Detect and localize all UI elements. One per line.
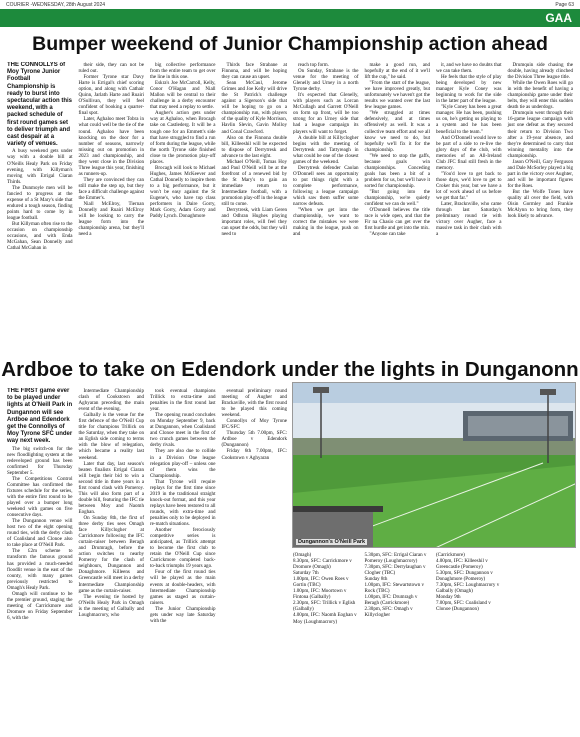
paragraph: Drumquin went through their 16-game league campaign with just one defeat as they secured their return to Division Two after a 19-year absence, and they're determined to carry that winning mentality into the championship.: [507, 110, 573, 159]
paragraph: The opening round concludes on Monday September 9, back at Dungannon, when Coalisland and Clonoe meet in the first of two crunch games between the derby rivals.: [150, 412, 216, 449]
paragraph: took eventual champions Trillick to extra-time and penalties in the first round last year.: [150, 388, 216, 413]
paragraph: "You'd love to get back to those days, we'd love to get to Croker this year, but we have a lot of work ahead of us before we get that far.": [436, 170, 502, 202]
paragraph: 5.30pm, SFC: Dungannon v Donaghmore (Pomeroy): [436, 570, 493, 583]
paragraph: That Tyrone will require replays for the first time since 2019 in the traditional straight knock-out format, and this year replays have been restored to all rounds, with extra-time and penalties only to be deployed in re-match situations.: [150, 478, 216, 528]
paragraph: 1.00pm, IFC: Moortown v Fintona (Galbally): [293, 588, 347, 601]
paragraph: The big switch-on for the new floodlighting system at the redeveloped ground has been confirmed for Thursday September 5.: [7, 445, 73, 476]
paragraph: Intermediate Championship clash of Cookstown and Aghyaran preceding the main event of the evening.: [78, 388, 144, 413]
paragraph: Jason O'Neill, Gary Ferguson and Dale McSorley played a big part in the victory over Aughter, and will be important figures for the Roes.: [507, 158, 573, 189]
paragraph: Niall McElroy, Tiernan Donnelly and Ruairi McElroy will be looking to carry the league form into the championship arena, but they'll need a: [78, 201, 144, 238]
paragraph: Connollys of Moy Tyrone IFC/SFC: [221, 418, 287, 431]
paragraph: Augher's action gets under way at Aghaloo, when Brocagh take on Castlederg. It will be a tough one for an Emmett's side that have struggled to find a run of form during the league, while the north Tyrone side finished close to the promotion play-off places.: [150, 110, 216, 165]
paragraph: A double bill at Killyclogher begins with the meeting of Derrytresk and Tattyreagh in what could be one of the closest games of the weekend.: [293, 134, 359, 165]
paragraph: "Kyle Coney has been a great manager. He has been, pushing us on, he's getting us playing to a system and he has been beneficial to the team.": [436, 104, 502, 135]
text-column: [76, 388, 148, 733]
text-column: [290, 552, 362, 734]
article1-body: [4, 62, 576, 352]
text-column: [147, 62, 219, 352]
paragraph: 1.00pm, IFC: Drumragh v Beragh (Carrickmore): [364, 594, 418, 607]
paragraph: THE FIRST game ever to be played under lights at O'Neill Park in Dungannon will see Ardboe and Edendork get the Connollys of Moy Tyrone SFC under way next week.: [7, 388, 73, 445]
paragraph: Thirds face Strabane at Finnona, and will be hoping they can cause an upset.: [221, 62, 287, 81]
paragraph: eventual preliminary round meeting of Augher and Brackaville, with the first round to be played this coming weekend.: [221, 388, 287, 419]
paragraph: "From the start of the league, we have improved greatly, but unfortunately we haven't got the results we wanted over the last few league games.: [364, 80, 430, 111]
paragraph: The Competitions Control Committee has confirmed the fixtures schedule for the series, with the entire first round to be played over a bumper long weekend with games on five consecutive days.: [7, 475, 73, 519]
stadium-illustration: [293, 383, 576, 548]
paragraph: But Killyman often rise to the occasion on championship occasions, and with Enda McGahan, Sean Donnelly and Cathal McGahan in: [7, 221, 73, 252]
text-column: [362, 552, 434, 734]
paragraph: 7.30pm, SFC: Loughmacrory v Galbally (Omagh): [436, 582, 500, 595]
paragraph: it, and we have no doubts that we can take them.: [436, 62, 502, 75]
paragraph: Four of the first round ties will be played as the main events at double-headers, with Intermediate Championship games as staged as curtain-raisers.: [150, 569, 216, 606]
page-masthead: [0, 0, 580, 9]
paragraph: Eskra's Joe McCarroll, Kelly, Conor O'Hagan and Niall Mallon will be central to their challenge in a derby encounter that may need a replay to settle.: [150, 80, 216, 111]
paragraph: The Junior Championship gets under way late Saturday with the: [150, 605, 216, 624]
text-column: [433, 62, 505, 352]
paragraph: Brocagh will look to Michael Hughes, James McKeever and Cathal Donnelly to inspire them to a big performance, but it won't be easy against the St Eugene's, who have top class performers in Daire Gorry, Mark Gorry, Adam Gorry and Paddy Lynch. Donaghmore: [150, 164, 216, 220]
paragraph: 2.30pm, SFC: Trillick v Eglish (Galbally): [293, 600, 356, 613]
paragraph: Drumquin side chasing the double, having already clinched the Division Three league title.: [507, 62, 573, 81]
paragraph: (Omagh): [293, 552, 312, 558]
paragraph: 1.00pm, IFC: Stewartstown v Rock (TBC): [364, 582, 425, 595]
paragraph: 4.00pm, IFC: Naomh Eoghan v Moy (Loughmacrory): [293, 612, 357, 625]
article2-body: [4, 388, 290, 733]
stadium-photo: [292, 382, 576, 548]
paragraph: 2.30pm, SFC: Omagh v Killyclogher: [364, 606, 413, 619]
paragraph: Later, Aghaloo meet Tobra in what could well be the tie of the round. Aghaloo have been knocking on the door for a number of seasons, narrowly missing out on promotion in 2023 and championship, and they went close in the Division Three league this year, finishing as runners-up.: [78, 116, 144, 177]
paragraph: Sean McCaul, Jerome Grimes and Joe Kelly will drive the St Patrick's challenge against a Sigerson's side that will be hoping to go on a championship run, with players of the quality of Kyle Morrison, Havlin Slevin, Gavin Molloy and Conal Crawford.: [221, 80, 287, 135]
text-column: [362, 62, 434, 352]
paragraph: The £2m scheme to transform the famous ground has provided a much-needed floodlit venue in the east of the county, with many games previously restricted to Omagh's Healy Park.: [7, 548, 73, 591]
paragraph: make a good run, and hopefully at the end of it we'll lift the cup," he said.: [364, 62, 430, 81]
text-column: [290, 62, 362, 352]
text-column: [147, 388, 219, 733]
paragraph: Derrytresk, with Liam Geren and Odhran Hughes playing important roles, will feel they can upset the odds, but they will need to: [221, 207, 287, 238]
paragraph: Also on the Finnona double bill, Killeeshil will be expected to dispose of Derrytresk and advance to the last eight.: [221, 134, 287, 159]
text-column: [4, 388, 76, 733]
paragraph: Later, Bracknville, who came through last Saturday's preliminary round tie with victory over Augher, face a massive task in their clash with a: [436, 201, 502, 238]
section-bar: [0, 9, 580, 27]
paragraph: He feels that the style of play being developed by new manager Kyle Coney was beginning to work for the side in the latter part of the league.: [436, 74, 502, 105]
paragraph: They are convinced they can still make the step up, but they face a difficult challenge against the Emmer's.: [78, 176, 144, 202]
paragraph: THE CONNOLLYS of Moy Tyrone Junior Football Championship is ready to burst into spectacular action this weekend, with a packed schedule of first round games set to deliver triumph and cast despair at a variety of venues.: [7, 62, 73, 148]
paragraph: 7.30pm, SFC: Derrylaughan v Clogher (TBC): [364, 564, 426, 577]
paragraph: "We need to stop the gaffs, because goals win championships. Conceding goals has been a bit of a problem for us, but we'll have it sorted for championship.: [364, 152, 430, 189]
paragraph: While the Owen Roes will go in with the benefit of having a championship game under their belts, they will enter this sudden death tie as underdogs.: [507, 80, 573, 111]
text-column: [433, 552, 505, 734]
paragraph: Galbally is the venue for the first defence of the O'Neill Cup title for champions Trillick on the Saturday, when they take on an Eglish side coming to terms with the blow of relegation, which became a reality last weekend.: [78, 412, 144, 461]
paragraph: reach top form.: [298, 62, 329, 68]
text-column: [505, 62, 577, 352]
paragraph: Omagh will continue to be the premier ground, staging the meeting of Carrickmore and Dromore on Friday September 6, with the: [7, 590, 73, 621]
paragraph: Friday 6th 7.00pm, IFC: Cookstown v Aghyaran: [221, 448, 287, 461]
article2-headline: Ardboe to take on Edendork under the lights in Dunganonn: [1, 358, 579, 381]
paragraph: Sunday 8th: [364, 576, 388, 583]
paragraph: their side, they can not be ruled out.: [78, 62, 144, 75]
paragraph: Later that day, last season's beaten finalists Errigal Ciaran will begin their bid to win a second title in three years in a first round clash with Pomeroy. This will also form part of a double bill, featuring the IFC tie between Moy and Naomh Eoghan.: [78, 460, 144, 515]
page-number: Page 63: [555, 2, 574, 8]
paragraph: (Carrickmore): [436, 552, 465, 558]
paragraph: "Anyone can take: [369, 231, 406, 238]
paragraph: The Dungannon venue will host two of the eight opening round ties, with the derby clash of Coalisland and Clonoe also to take place at O'Neill Park.: [7, 518, 73, 549]
paragraph: They are also due to collide in a Division One league relegation play-off – unless one of them wins the Championship.: [150, 448, 216, 479]
paragraph: It's expected that Glenelly, with players such as Lorcan McCullagh and Garrett O'Neill on form up front, will be too strong for an Urney side that had a league campaign its players will want to forget.: [293, 92, 359, 135]
section-label: GAA: [545, 11, 572, 25]
paragraph: The evening tie hosted by O'Neills Healy Park in Omagh is the meeting of Galbally and Loughmacrory, who: [78, 593, 144, 618]
paragraph: On Sunday 8th, the first of three derby ties sees Omagh face Killyclogher at Carrickmore following the IFC curtain-raiser between Beragh and Drumragh, before the action switches to nearby Pomeroy for the clash of neighbours, Dungannon and Donaghmore. Killeens and Greencastle will meet in a derby Intermediate Championship game as the curtain-raiser.: [78, 514, 144, 594]
text-column: [76, 62, 148, 352]
paragraph: But the Wolfe Tones have quality all over the field, with Oisin Gormley and Frankie McAlynn to bring form, they look likely to advance.: [507, 188, 573, 220]
paragraph: Derrytresk defender Caolan O'Donnell sees an opportunity to put things right with a complete performance, following a league campaign which saw them suffer some narrow defeats.: [293, 164, 359, 208]
photo-caption: Dungannon's O'Neill Park: [298, 539, 366, 545]
text-column: [4, 62, 76, 352]
paragraph: Monday 9th: [436, 594, 461, 601]
paragraph: Another ferociously competitive series is anticipated, as Trillick attempt to become the first club to retain the O'Neill Cup since Carrickmore completed back-to-back triumphs 19 years ago.: [150, 527, 216, 570]
paragraph: 4.00pm, IFC: Killeeshil v Greencastle (Pomeroy): [436, 558, 488, 571]
paragraph: 5.30pm, SFC: Errigal Ciaran v Pomeroy (Loughmacrory): [364, 552, 427, 565]
paragraph: Saturday 7th: [293, 570, 319, 577]
fixtures-list: [290, 552, 576, 734]
paragraph: The Dunmoyle men will be fancied to progress at the expense of a St Mary's side that endured a tough season, finding points hard to come by in league football.: [7, 184, 73, 221]
paragraph: 8.30pm, SFC: Carrickmore v Dromore (Omagh): [293, 558, 352, 571]
paragraph: A busy weekend gets under way with a double bill at O'Neills Healy Park on Friday evening, with Killyman's moving with Errigal Ciaran Thirds.: [7, 148, 73, 185]
paragraph: On Sunday, Strabane is the venue for the meeting of Glenelly and Urney in a north Tyrone derby.: [293, 68, 359, 93]
text-column: [219, 388, 291, 733]
article1-headline: Bumper weekend of Junior Championship action ahead: [32, 33, 548, 55]
paragraph: Michael O'Neill, Tomas Hoy and Paul O'Neill will be at the forefront of a renewed bid by the St Mary's to gain an immediate return to Intermediate football, with a promotion play-off in the league still to come.: [221, 158, 287, 208]
paragraph: "When we get into the championship, we want to correct the mistakes we were making in the league, push on and: [293, 207, 359, 238]
paragraph: Former Tyrone star Davy Harte is Errigal's chief scoring option, and along with Cathair Quinn, Jarlath Harte and Ruairi O'Sullivan, they will feel confident of booking a quarter-final spot.: [78, 74, 144, 117]
paragraph: 7.00pm, SFC: Coalisland v Clonoe (Dungannon): [436, 600, 491, 613]
masthead-date: COURIER -WEDNESDAY, 28th August 2024: [6, 2, 106, 8]
paragraph: 1.00pm, IFC: Owen Roes v Gortin (TBC): [293, 576, 349, 589]
paragraph: Thursday 5th 7.00pm, SFC: Ardboe v Edendork (Dungannon): [221, 430, 287, 449]
paragraph: "But going into the championship, we're quietly confident we can do well.": [364, 188, 430, 208]
paragraph: O'Donnell believes the title race is wide open, and that the Fir na Chasio can get over the first hurdle and get into the mix.: [364, 207, 430, 232]
paragraph: "We struggled at times defensively, and at times offensively as well. It was a collective team effort and we all know we need to do, but hopefully we'll fix it for the championship.: [364, 110, 430, 153]
paragraph: And O'Donnell would love to be part of a side to re-live the glory days of the club, with memories of an All-Ireland Club JFC final still fresh in the memory.: [436, 134, 502, 171]
paragraph: big collective performance from the entire team to get over the line in this one.: [150, 62, 216, 81]
text-column: [219, 62, 291, 352]
